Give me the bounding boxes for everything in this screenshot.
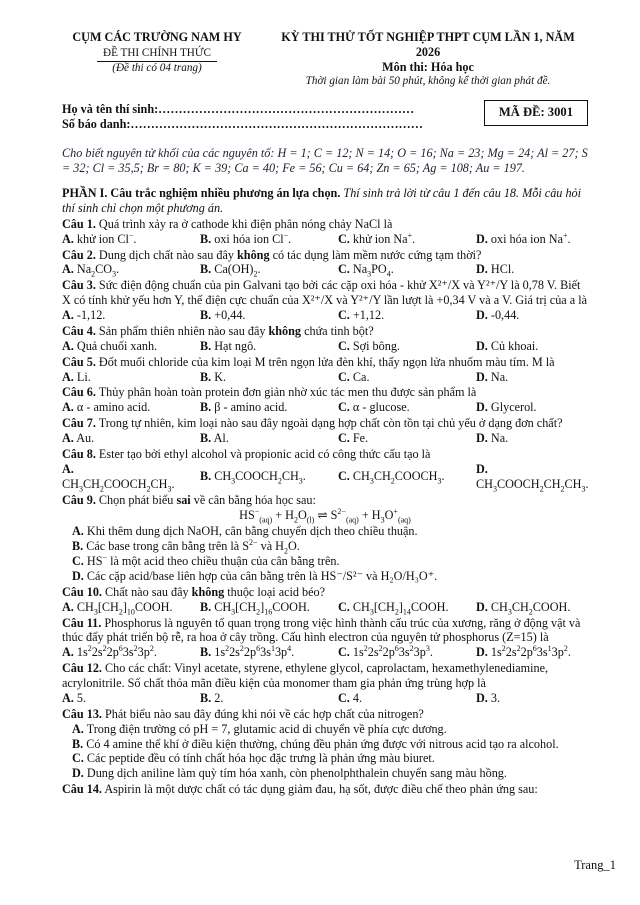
question-number: Câu 9. — [62, 492, 96, 507]
question-text: Phosphorus là nguyên tố quan trọng trong việc hình thành cấu trúc của xương, răng ở động vật và thúc đẩy phát triển bộ rễ, ra hoa ở cây trồng. Cấu hình electron của nguyên tử phosphorus (Z=15) là — [62, 615, 581, 645]
options-11 — [62, 645, 588, 660]
option-b: B. 2. — [200, 690, 224, 705]
exam-page — [62, 30, 588, 797]
option-c: C. $CH_3[CH_2]_{14}COOH$. — [338, 599, 449, 617]
option-d: D. Glycerol. — [476, 400, 537, 415]
option-d: D. Củ khoai. — [476, 338, 539, 353]
question-number: Câu 5. — [62, 354, 96, 369]
option-c: C. 4. — [338, 690, 363, 705]
question-7 — [62, 416, 588, 431]
exam-header — [62, 30, 588, 88]
option-b: B. $CH_3[CH_2]_{16}COOH$. — [200, 599, 310, 617]
option-d: D. HCl. — [476, 262, 515, 277]
question-3 — [62, 278, 588, 308]
option-a: A. $Na_2CO_3$. — [62, 262, 120, 279]
option-c: C. α - glucose. — [338, 400, 410, 415]
option-a: A. Au. — [62, 431, 95, 446]
page-footer: Trang_1 — [574, 857, 616, 872]
question-text: Cho các chất: Vinyl acetate, styrene, ethylene glycol, caprolactam, hexamethylenediamine, acrylonitrile. Số chất thỏa mãn điều kiện của monomer tham gia phản ứng trùng hợp là — [62, 661, 549, 691]
option-a: A. -1,12. — [62, 308, 106, 323]
option-b: B. Al. — [200, 431, 229, 446]
section-instruction: Thí sinh trả lời từ câu 1 đến câu 18. Mỗi câu hỏi thí sinh chỉ chọn một phương án. — [62, 186, 582, 215]
page-count: (Đề thi có 04 trang) — [112, 61, 202, 74]
option-d: D. Na. — [476, 369, 509, 384]
question-text: Aspirin là một dược chất có tác dụng giảm đau, hạ sốt, được điều chế theo phản ứng sau: — [104, 782, 538, 797]
question-9: Câu 9. Chọn phát biểu sai về cân bằng hóa học sau: — [62, 492, 316, 507]
question-text: Đốt muối chloride của kim loại M trên ngọn lửa đèn khí, thấy ngọn lửa nhuốm màu tím. M là — [98, 354, 555, 369]
option-c: C. $CH_3CH_2COOCH_3$. — [338, 469, 445, 486]
option-c: C. Fe. — [338, 431, 369, 446]
options-12 — [62, 691, 588, 706]
equilibrium-equation: $HS^-_{(aq)} + H_2O_{(l)}$ ⇌ $S^{2-}_{(aq)} + H_3O^+_{(aq)}$ — [239, 507, 411, 525]
subject: Môn thi: Hóa học — [382, 59, 474, 74]
name-field: Họ và tên thí sinh:……………………………………………………… — [62, 102, 415, 117]
question-number: Câu 1. — [62, 216, 96, 231]
id-field: Số báo danh:……………………………………………………………… — [62, 117, 423, 132]
option-a: A. Quả chuối xanh. — [62, 338, 158, 353]
section-1-heading — [62, 186, 588, 216]
option-a: A. $CH_3CH_2COOCH_2CH_3$. — [62, 461, 175, 494]
question-number: Câu 6. — [62, 385, 96, 400]
option-d: D. Na. — [476, 431, 509, 446]
option-d: D. oxi hóa ion Na+. — [476, 230, 571, 246]
options-2 — [62, 262, 588, 277]
question-number: Câu 8. — [62, 446, 96, 461]
option-d: D. -0,44. — [476, 308, 520, 323]
option-c: C. Ca. — [338, 369, 370, 384]
option-d: D. 3. — [476, 690, 501, 705]
option-b: B. $1s^22s^22p^63s^13p^4$. — [200, 644, 295, 660]
question-11 — [62, 616, 588, 646]
question-number: Câu 4. — [62, 323, 96, 338]
question-13 — [62, 707, 588, 722]
question-number: Câu 7. — [62, 416, 96, 431]
question-number: Câu 10. — [62, 584, 102, 599]
options-5 — [62, 370, 588, 385]
options-3 — [62, 308, 588, 323]
question-text: Quá trình xảy ra ở cathode khi điện phân nóng chảy NaCl là — [98, 216, 393, 231]
section-title: PHẦN I. Câu trắc nghiệm nhiều phương án lựa chọn. — [62, 186, 341, 201]
options-8 — [62, 462, 588, 492]
question-14 — [62, 782, 588, 797]
question-6 — [62, 385, 588, 400]
question-2: Câu 2. Dung dịch chất nào sau đây không có tác dụng làm mềm nước cứng tạm thời? — [62, 247, 482, 262]
question-1 — [62, 217, 588, 232]
option-c: C. Các peptide đều có tính chất hóa học đặc trưng là phản ứng màu biuret. — [72, 751, 435, 766]
option-a: A. Khi thêm dung dịch NaOH, cân bằng chuyển dịch theo chiều thuận. — [72, 524, 418, 539]
option-c: C. khử ion Na+. — [338, 230, 416, 246]
question-text: Ester tạo bởi ethyl alcohol và propionic acid có công thức cấu tạo là — [98, 446, 431, 461]
option-a: A. khử ion Cl−. — [62, 230, 137, 246]
question-8 — [62, 447, 588, 462]
option-b: B. Các base trong cân bằng trên là $S^{2-}$ và $H_2O$. — [72, 538, 300, 556]
question-4: Câu 4. Sản phẩm thiên nhiên nào sau đây không chứa tinh bột? — [62, 323, 374, 338]
student-info — [62, 102, 588, 140]
options-4 — [62, 339, 588, 354]
atomic-masses: Cho biết nguyên tử khối của các nguyên tố: H = 1; C = 12; N = 14; O = 16; Na = 23; Mg = 24; Al = 27; S = 32; Cl = 35,5; Br = 80; K = 39; Ca = 40; Fe = 56; Cu = 64; Zn = 65; Ag = 108; Au = 197. — [62, 146, 588, 176]
option-a: A. $CH_3[CH_2]_{10}COOH$. — [62, 599, 173, 617]
official-label: ĐỀ THI CHÍNH THỨC — [97, 47, 217, 62]
question-text: Sức điện động chuẩn của pin Galvani tạo bởi các cặp oxi hóa - khử X²⁺/X và Y²⁺/Y là 0,78 V. Biết X có tính khử yếu hơn Y, thế điện cực chuẩn của X²⁺/X và Y²⁺/Y lần lượt là +0,34 V và a V. Giá trị của a là — [62, 278, 588, 308]
question-number: Câu 11. — [62, 615, 102, 630]
option-d: D. Các cặp acid/base liên hợp của cân bằng trên là HS⁻/S²⁻ và H₂O/H₃O⁺. — [72, 568, 438, 583]
school-name: CỤM CÁC TRƯỜNG NAM HY — [72, 30, 242, 44]
option-b: B. Có 4 amine thể khí ở điều kiện thường, chúng đều phản ứng được với nitrous acid tạo ra alcohol. — [72, 736, 559, 751]
question-number: Câu 13. — [62, 706, 102, 721]
option-b: B. Hạt ngô. — [200, 338, 257, 353]
options-7 — [62, 431, 588, 446]
question-number: Câu 12. — [62, 661, 102, 676]
option-d: D. $1s^22s^22p^63s^13p^2$. — [476, 644, 571, 660]
option-b: B. +0,44. — [200, 308, 246, 323]
option-d: D. Dung dịch aniline làm quỳ tím hóa xanh, còn phenolphthalein chuyển sang màu hồng. — [72, 766, 507, 781]
option-c: C. Sợi bông. — [338, 338, 400, 353]
header-right — [268, 30, 588, 88]
time-limit: Thời gian làm bài 50 phút, không kể thời gian phát đề. — [305, 74, 551, 87]
question-number: Câu 3. — [62, 278, 96, 293]
options-1 — [62, 232, 588, 247]
option-c: C. $Na_3PO_4$. — [338, 262, 394, 279]
option-a: A. 5. — [62, 690, 87, 705]
option-a: A. $1s^22s^22p^63s^23p^2$. — [62, 644, 157, 660]
option-b: B. $CH_3COOCH_2CH_3$. — [200, 469, 306, 486]
question-text: Thủy phân hoàn toàn protein đơn giản nhờ xúc tác men thu được sản phẩm là — [98, 385, 477, 400]
option-b: B. oxi hóa ion Cl−. — [200, 230, 292, 246]
option-d: D. $CH_3COOCH_2CH_2CH_3$. — [476, 461, 589, 494]
question-10: Câu 10. Chất nào sau đây không thuộc loại acid béo? — [62, 584, 326, 599]
options-6 — [62, 400, 588, 415]
option-c: C. $1s^22s^22p^63s^23p^3$. — [338, 644, 433, 660]
question-text: Phát biểu nào sau đây đúng khi nói về các hợp chất của nitrogen? — [105, 706, 424, 721]
question-number: Câu 2. — [62, 247, 96, 262]
option-b: B. $Ca(OH)_2$. — [200, 262, 261, 279]
option-b: B. β - amino acid. — [200, 400, 288, 415]
options-13 — [62, 722, 588, 782]
question-12 — [62, 661, 588, 691]
question-number: Câu 14. — [62, 782, 102, 797]
options-9 — [62, 524, 588, 584]
header-left — [62, 30, 252, 88]
question-text: Trong tự nhiên, kim loại nào sau đây ngoài dạng hợp chất còn tồn tại chủ yếu ở dạng đơn chất? — [98, 416, 563, 431]
option-d: D. $CH_3CH_2COOH$. — [476, 599, 571, 617]
question-5 — [62, 355, 588, 370]
options-10 — [62, 600, 588, 615]
option-a: A. Li. — [62, 369, 91, 384]
exam-title: KỲ THI THỬ TỐT NGHIỆP THPT CỤM LẦN 1, NĂM 2026 — [281, 30, 575, 59]
option-c: C. HS− là một acid theo chiều thuận của cân bằng trên. — [72, 552, 340, 569]
option-c: C. +1,12. — [338, 308, 385, 323]
exam-code: MÃ ĐỀ: 3001 — [484, 100, 588, 125]
option-b: B. K. — [200, 369, 227, 384]
option-a: A. Trong điện trường có pH = 7, glutamic acid di chuyển về phía cực dương. — [72, 721, 447, 736]
option-a: A. α - amino acid. — [62, 400, 151, 415]
